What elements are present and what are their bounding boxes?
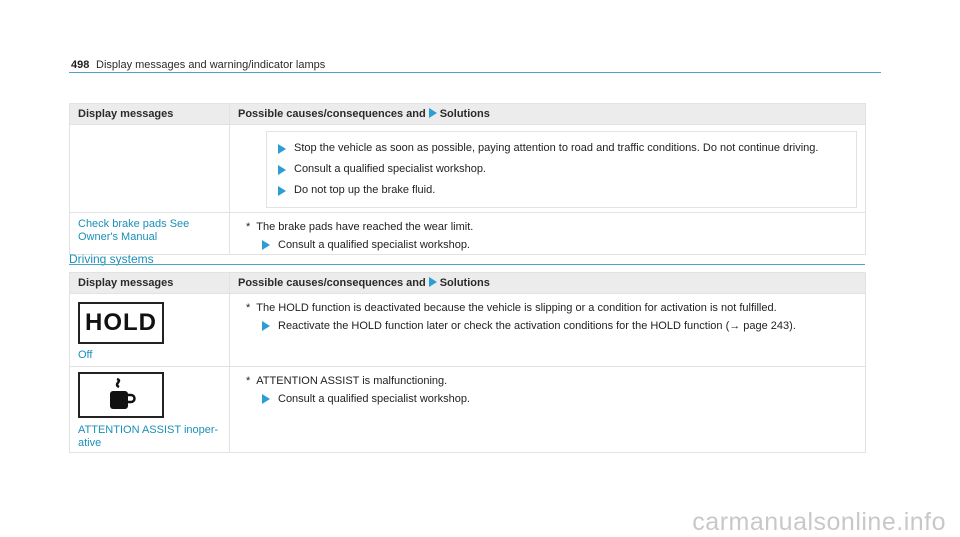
page-number: 498: [71, 59, 90, 71]
page-title: Display messages and warning/indicator lamps: [96, 59, 326, 71]
solution-step: Stop the vehicle as soon as possible, paying attention to road and traffic conditions. Do not continue driving.: [278, 138, 856, 159]
display-message-hold-off: Off: [78, 349, 93, 361]
section-title: Driving systems: [69, 252, 154, 266]
play-arrow-icon: [262, 240, 270, 250]
play-arrow-icon: [278, 165, 286, 175]
play-arrow-icon: [429, 108, 437, 118]
solution-step: Consult a qualified specialist workshop.: [246, 236, 865, 254]
play-arrow-icon: [278, 144, 286, 154]
empty-message-cell: [70, 125, 230, 213]
section-divider: [69, 264, 865, 265]
solution-step: Consult a qualified specialist workshop.: [246, 390, 865, 408]
column-header-display-messages: Display messages: [70, 273, 230, 294]
messages-table-brakes: [69, 103, 866, 255]
coffee-cup-icon: [78, 372, 164, 418]
watermark: carmanualsonline.info: [692, 508, 946, 536]
solution-box: [266, 131, 857, 208]
solution-step: Reactivate the HOLD function later or check the activation conditions for the HOLD function (→ page 243).: [246, 317, 865, 335]
play-arrow-icon: [262, 394, 270, 404]
play-arrow-icon: [429, 277, 437, 287]
display-message-attention-assist: ATTENTION ASSIST inoper- ative: [78, 424, 219, 449]
column-header-causes: Possible causes/consequences and Solutions: [230, 273, 866, 294]
column-header-display-messages: Display messages: [70, 104, 230, 125]
hold-icon: HOLD: [78, 302, 164, 344]
solution-step: Do not top up the brake fluid.: [278, 180, 856, 201]
cause-text: * ATTENTION ASSIST is malfunctioning.: [246, 375, 448, 387]
solution-step: Consult a qualified specialist workshop.: [278, 159, 856, 180]
messages-table-driving-systems: [69, 272, 866, 453]
cause-text: * The HOLD function is deactivated because the vehicle is slipping or a condition for activation is not fulfilled.: [246, 302, 777, 314]
cause-text: * The brake pads have reached the wear limit.: [246, 221, 474, 233]
play-arrow-icon: [262, 321, 270, 331]
column-header-causes: Possible causes/consequences and Solutions: [230, 104, 866, 125]
display-message-brake-pads: Check brake pads See Owner's Manual: [78, 218, 190, 243]
play-arrow-icon: [278, 186, 286, 196]
header-divider: [69, 72, 881, 73]
